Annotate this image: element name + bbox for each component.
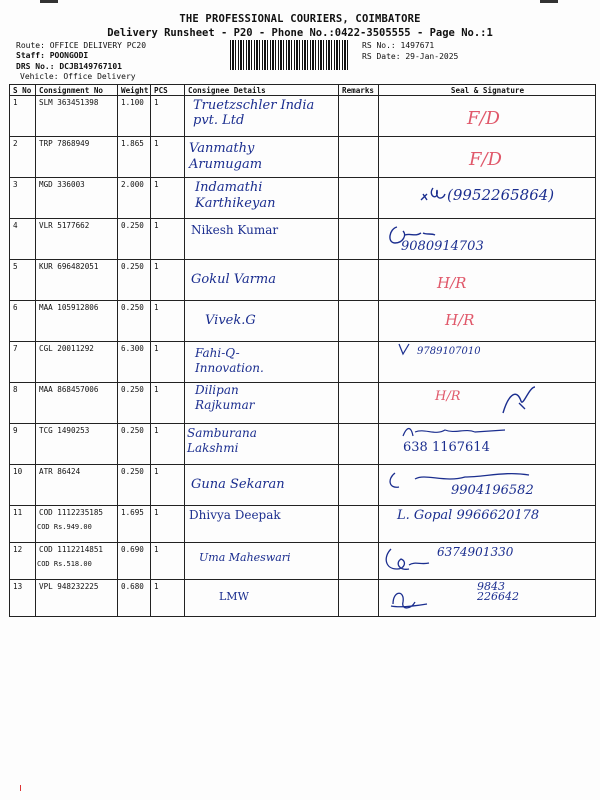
corner-mark-right <box>540 0 558 3</box>
signature-scribble <box>399 424 539 440</box>
weight-cell: 0.250 <box>118 383 151 424</box>
weight-cell: 0.690 <box>118 543 151 580</box>
table-row <box>10 96 596 137</box>
weight-cell: 1.695 <box>118 506 151 543</box>
sno-cell: 8 <box>10 383 36 424</box>
table-row <box>10 260 596 301</box>
remarks-cell <box>339 301 379 342</box>
document-subtitle: Delivery Runsheet - P20 - Phone No.:0422-3505555 - Page No.:1 <box>107 27 493 39</box>
sno-cell: 12 <box>10 543 36 580</box>
col-pcs: PCS <box>151 85 185 96</box>
signature-handwriting: H/R <box>435 389 461 404</box>
runsheet-barcode <box>230 40 348 70</box>
sno-cell: 6 <box>10 301 36 342</box>
table-header-row <box>10 85 596 96</box>
remarks-cell <box>339 178 379 219</box>
signature-scribble <box>397 342 413 358</box>
signature-handwriting: 9080914703 <box>401 239 484 254</box>
consignee-cell <box>185 260 339 301</box>
consignment-number: COD 1112235185 <box>39 508 104 517</box>
table-row <box>10 178 596 219</box>
consignee-cell <box>185 342 339 383</box>
remarks-cell <box>339 506 379 543</box>
consignee-handwriting: Guna Sekaran <box>191 477 285 492</box>
consignee-cell <box>185 383 339 424</box>
signature-handwriting: F/D <box>469 149 502 170</box>
pcs-cell: 1 <box>151 424 185 465</box>
consignee-cell <box>185 301 339 342</box>
remarks-cell <box>339 465 379 506</box>
table-row <box>10 342 596 383</box>
weight-cell: 0.680 <box>118 580 151 617</box>
signature-cell <box>379 424 596 465</box>
remarks-cell <box>339 137 379 178</box>
table-row <box>10 424 596 465</box>
signature-cell <box>379 543 596 580</box>
consignment-cell: MAA 868457006 <box>36 383 118 424</box>
signature-cell <box>379 383 596 424</box>
pcs-cell: 1 <box>151 260 185 301</box>
route-label: Route: OFFICE DELIVERY PC20 <box>16 41 147 50</box>
signature-handwriting: (9952265864) <box>447 186 555 204</box>
staff-label: Staff: POONGODI <box>16 51 89 60</box>
signature-handwriting: L. Gopal 9966620178 <box>397 508 540 523</box>
sno-cell: 4 <box>10 219 36 260</box>
sno-cell: 1 <box>10 96 36 137</box>
weight-cell: 2.000 <box>118 178 151 219</box>
consignment-cell: MAA 105912806 <box>36 301 118 342</box>
consignment-cell: TRP 7868949 <box>36 137 118 178</box>
table-row <box>10 301 596 342</box>
remarks-cell <box>339 383 379 424</box>
remarks-cell <box>339 342 379 383</box>
corner-mark-left <box>40 0 58 3</box>
signature-scribble <box>499 383 539 419</box>
consignment-cell: MGD 336003 <box>36 178 118 219</box>
rs-number: RS No.: 1497671 <box>362 41 435 50</box>
sno-cell: 3 <box>10 178 36 219</box>
table-row <box>10 219 596 260</box>
remarks-cell <box>339 96 379 137</box>
table-row <box>10 465 596 506</box>
consignment-cell: ATR 86424 <box>36 465 118 506</box>
consignee-cell <box>185 424 339 465</box>
consignee-handwriting: Fahi-Q-Innovation. <box>195 346 264 375</box>
pcs-cell: 1 <box>151 506 185 543</box>
consignee-cell <box>185 178 339 219</box>
rs-date: RS Date: 29-Jan-2025 <box>362 52 459 61</box>
signature-handwriting: F/D <box>467 108 500 129</box>
consignment-cell: VLR 5177662 <box>36 219 118 260</box>
sno-cell: 11 <box>10 506 36 543</box>
weight-cell: 1.100 <box>118 96 151 137</box>
signature-handwriting: H/R <box>437 274 467 292</box>
pcs-cell: 1 <box>151 301 185 342</box>
signature-scribble <box>381 545 441 575</box>
consignment-cell: TCG 1490253 <box>36 424 118 465</box>
consignee-handwriting: LMW <box>219 590 249 603</box>
signature-handwriting: 638 1167614 <box>403 440 490 455</box>
signature-cell <box>379 137 596 178</box>
sno-cell: 9 <box>10 424 36 465</box>
signature-handwriting: 9904196582 <box>451 483 534 498</box>
consignment-cell <box>36 543 118 580</box>
consignee-cell <box>185 543 339 580</box>
pcs-cell: 1 <box>151 383 185 424</box>
table-row <box>10 506 596 543</box>
consignee-handwriting: Uma Maheswari <box>199 551 291 564</box>
consignee-cell <box>185 96 339 137</box>
weight-cell: 0.250 <box>118 465 151 506</box>
remarks-cell <box>339 260 379 301</box>
consignee-handwriting: Gokul Varma <box>191 272 276 287</box>
weight-cell: 0.250 <box>118 301 151 342</box>
signature-scribble <box>385 584 435 612</box>
sno-cell: 10 <box>10 465 36 506</box>
consignment-cell: CGL 20011292 <box>36 342 118 383</box>
remarks-cell <box>339 580 379 617</box>
signature-cell <box>379 96 596 137</box>
cod-amount: COD Rs.518.00 <box>37 560 92 568</box>
consignment-cell: KUR 696482051 <box>36 260 118 301</box>
consignment-cell: VPL 948232225 <box>36 580 118 617</box>
vehicle-label: Vehicle: Office Delivery <box>20 72 136 81</box>
signature-cell <box>379 342 596 383</box>
consignee-handwriting: Indamathi Karthikeyan <box>195 180 276 211</box>
pcs-cell: 1 <box>151 96 185 137</box>
pcs-cell: 1 <box>151 178 185 219</box>
consignee-cell <box>185 506 339 543</box>
consignment-number: COD 1112214851 <box>39 545 104 554</box>
weight-cell: 0.250 <box>118 219 151 260</box>
consignee-handwriting: Dilipan Rajkumar <box>195 383 255 412</box>
signature-handwriting: 6374901330 <box>437 545 514 559</box>
consignee-handwriting: Nikesh Kumar <box>191 223 279 237</box>
consignee-handwriting: Dhivya Deepak <box>189 508 281 522</box>
signature-cell <box>379 506 596 543</box>
table-row <box>10 580 596 617</box>
consignee-cell <box>185 219 339 260</box>
sno-cell: 5 <box>10 260 36 301</box>
weight-cell: 0.250 <box>118 260 151 301</box>
col-consignment: Consignment No <box>36 85 118 96</box>
signature-cell <box>379 301 596 342</box>
consignee-handwriting: Vanmathy Arumugam <box>189 141 263 172</box>
cod-amount: COD Rs.949.00 <box>37 523 92 531</box>
margin-tick-mark <box>20 785 24 791</box>
weight-cell: 6.300 <box>118 342 151 383</box>
remarks-cell <box>339 543 379 580</box>
weight-cell: 1.865 <box>118 137 151 178</box>
consignee-handwriting: Vivek.G <box>205 313 256 328</box>
consignment-cell <box>36 506 118 543</box>
sno-cell: 7 <box>10 342 36 383</box>
consignee-cell <box>185 465 339 506</box>
col-remarks: Remarks <box>339 85 379 96</box>
pcs-cell: 1 <box>151 543 185 580</box>
drs-label: DRS No.: DCJB149767101 <box>16 62 122 71</box>
col-weight: Weight <box>118 85 151 96</box>
signature-handwriting: 9789107010 <box>417 346 481 357</box>
sno-cell: 13 <box>10 580 36 617</box>
document-title: THE PROFESSIONAL COURIERS, COIMBATORE <box>179 13 421 25</box>
sno-cell: 2 <box>10 137 36 178</box>
consignee-handwriting: Truetzschler India pvt. Ltd <box>193 98 315 128</box>
signature-cell <box>379 580 596 617</box>
weight-cell: 0.250 <box>118 424 151 465</box>
table-row <box>10 543 596 580</box>
consignment-cell: SLM 363451398 <box>36 96 118 137</box>
signature-handwriting: 9843 226642 <box>477 580 519 603</box>
col-sno: S No <box>10 85 36 96</box>
col-consignee: Consignee Details <box>185 85 339 96</box>
pcs-cell: 1 <box>151 580 185 617</box>
signature-cell <box>379 465 596 506</box>
table-row <box>10 137 596 178</box>
signature-cell <box>379 178 596 219</box>
signature-cell <box>379 219 596 260</box>
signature-cell <box>379 260 596 301</box>
col-signature: Seal & Signature <box>379 85 596 96</box>
consignee-cell <box>185 137 339 178</box>
pcs-cell: 1 <box>151 219 185 260</box>
signature-handwriting: H/R <box>445 311 475 329</box>
consignee-handwriting: Samburana Lakshmi <box>187 426 257 455</box>
consignee-cell <box>185 580 339 617</box>
pcs-cell: 1 <box>151 137 185 178</box>
pcs-cell: 1 <box>151 465 185 506</box>
runsheet-table <box>9 84 596 617</box>
table-row <box>10 383 596 424</box>
remarks-cell <box>339 424 379 465</box>
remarks-cell <box>339 219 379 260</box>
pcs-cell: 1 <box>151 342 185 383</box>
